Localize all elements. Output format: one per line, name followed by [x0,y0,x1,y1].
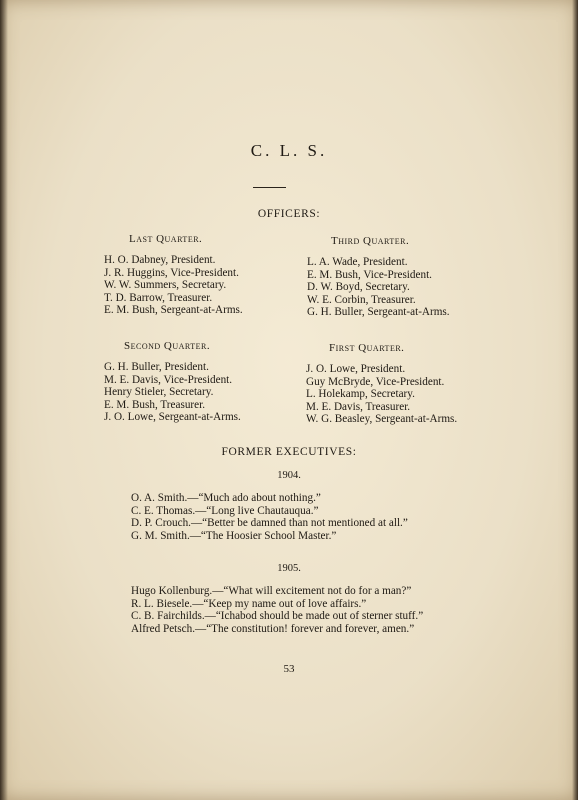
first-quarter-officers [306,363,457,426]
year-1904-heading: 1904. [277,470,301,481]
officer-line: J. R. Huggins, Vice-President. [104,266,239,279]
officer-line: E. M. Bush, Sergeant-at-Arms. [104,304,243,317]
executive-quote: D. P. Crouch.—“Better be damned than not mentioned at all.” [131,517,408,530]
officer-line: E. M. Bush, Treasurer. [104,398,206,411]
officer-line: W. W. Summers, Secretary. [104,279,227,292]
officer-line: T. D. Barrow, Treasurer. [104,291,213,304]
officer-line: M. E. Davis, Vice-President. [104,373,233,386]
officer-line: H. O. Dabney, President. [104,254,216,266]
title-divider [253,187,286,188]
officer-line: M. E. Davis, Treasurer. [306,400,411,413]
officer-line: W. G. Beasley, Sergeant-at-Arms. [306,413,458,426]
officer-line: J. O. Lowe, President. [306,363,406,375]
third-quarter-heading: Third Quarter. [331,235,410,247]
executive-quote: Alfred Petsch.—“The constitution! forever and forever, amen.” [131,623,415,636]
officers-heading: OFFICERS: [257,208,321,220]
second-quarter-heading: Second Quarter. [124,340,211,352]
officer-line: Guy McBryde, Vice-President. [306,375,445,388]
officer-line: D. W. Boyd, Secretary. [307,281,410,294]
page-number: 53 [283,663,295,675]
last-quarter-heading: Last Quarter. [129,233,203,245]
officer-line: G. H. Buller, Sergeant-at-Arms. [307,306,450,319]
second-quarter-officers [104,361,241,424]
executive-quote: R. L. Biesele.—“Keep my name out of love affairs.” [131,597,367,610]
officer-line: J. O. Lowe, Sergeant-at-Arms. [104,411,241,424]
executive-quote: G. M. Smith.—“The Hoosier School Master.” [131,530,337,543]
executive-quote: O. A. Smith.—“Much ado about nothing.” [131,492,321,504]
officer-line: W. E. Corbin, Treasurer. [307,293,416,306]
officer-line: G. H. Buller, President. [104,361,209,373]
officer-line: E. M. Bush, Vice-President. [307,268,432,281]
last-quarter-officers [104,254,243,317]
executive-quote: Hugo Kollenburg.—“What will excitement not do for a man?” [131,585,412,597]
page-edge-shadow-left [0,0,8,800]
third-quarter-officers [307,256,450,319]
officer-line: L. Holekamp, Secretary. [306,388,415,401]
page-title: C. L. S. [250,141,328,160]
executive-quote: C. E. Thomas.—“Long live Chautauqua.” [131,504,319,517]
officer-line: L. A. Wade, President. [307,256,408,268]
page-edge-shadow-right [572,0,578,800]
year-1905-heading: 1905. [277,563,301,574]
first-quarter-heading: First Quarter. [329,342,405,354]
year-1904-quotes [131,492,408,543]
former-executives-heading: FORMER EXECUTIVES: [221,446,357,458]
executive-quote: C. B. Fairchilds.—“Ichabod should be made out of sterner stuff.” [131,610,424,623]
officer-line: Henry Stieler, Secretary. [104,386,214,399]
year-1905-quotes [131,585,423,636]
